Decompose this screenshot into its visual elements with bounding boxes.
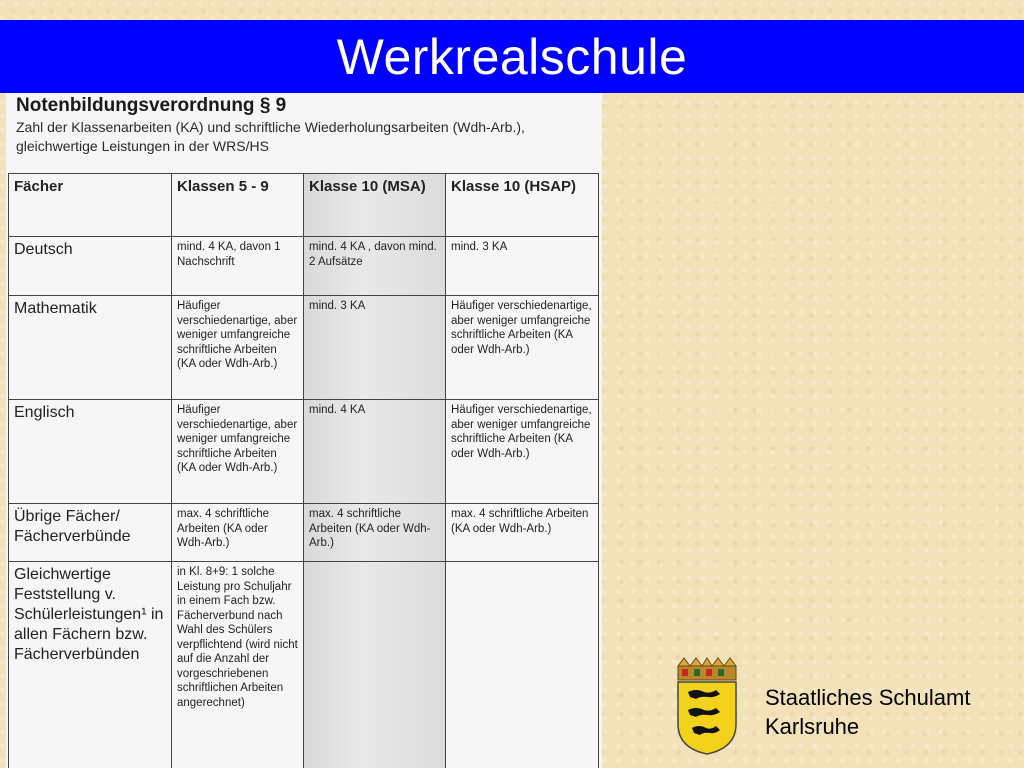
table-cell: mind. 3 KA xyxy=(304,296,446,400)
subject-cell: Deutsch xyxy=(9,237,172,296)
table-cell: mind. 3 KA xyxy=(446,237,599,296)
table-cell: Häufiger verschiedenartige, aber weniger umfangreiche schriftliche Arbeiten (KA oder Wdh-Arb.) xyxy=(172,400,304,504)
table-cell: mind. 4 KA , davon mind. 2 Aufsätze xyxy=(304,237,446,296)
baden-wuerttemberg-coat-of-arms-icon xyxy=(672,656,742,756)
table-cell: max. 4 schriftliche Arbeiten (KA oder Wdh-Arb.) xyxy=(446,504,599,562)
table-cell xyxy=(304,562,446,768)
table-header-row xyxy=(9,174,599,237)
table-row xyxy=(9,296,599,400)
slide-title-bar xyxy=(0,20,1024,93)
office-line-1: Staatliches Schulamt xyxy=(765,685,971,710)
header-cell: Fächer xyxy=(9,174,172,237)
school-office-label xyxy=(765,683,970,741)
header-cell: Klasse 10 (HSAP) xyxy=(446,174,599,237)
subject-cell: Übrige Fächer/ Fächerverbünde xyxy=(9,504,172,562)
subject-cell: Gleichwertige Feststellung v. Schülerleistungen¹ in allen Fächern bzw. Fächerverbünden xyxy=(9,562,172,768)
table-row xyxy=(9,237,599,296)
table-row xyxy=(9,400,599,504)
table-cell xyxy=(446,562,599,768)
office-line-2: Karlsruhe xyxy=(765,714,860,739)
table-cell: mind. 4 KA, davon 1 Nachschrift xyxy=(172,237,304,296)
table-cell: Häufiger verschiedenartige, aber weniger umfangreiche schriftliche Arbeiten (KA oder Wdh-Arb.) xyxy=(446,296,599,400)
subject-cell: Englisch xyxy=(9,400,172,504)
table-row xyxy=(9,504,599,562)
table-cell: max. 4 schriftliche Arbeiten (KA oder Wdh-Arb.) xyxy=(304,504,446,562)
subject-cell: Mathematik xyxy=(9,296,172,400)
document-subtitle-1: Zahl der Klassenarbeiten (KA) und schriftliche Wiederholungsarbeiten (Wdh-Arb.), xyxy=(16,119,525,135)
table-row xyxy=(9,562,599,768)
table-cell: max. 4 schriftliche Arbeiten (KA oder Wdh-Arb.) xyxy=(172,504,304,562)
header-cell: Klassen 5 - 9 xyxy=(172,174,304,237)
scanned-document xyxy=(6,93,602,768)
table-cell: in Kl. 8+9: 1 solche Leistung pro Schuljahr in einem Fach bzw. Fächerverbund nach Wahl des Schülers verpflichtend (wird nicht auf die Anzahl der vorgeschriebenen schriftlichen Arbeiten angerechnet) xyxy=(172,562,304,768)
document-header xyxy=(16,95,525,155)
grades-table xyxy=(8,173,599,768)
document-subtitle-2: gleichwertige Leistungen in der WRS/HS xyxy=(16,138,269,154)
document-title: Notenbildungsverordnung § 9 xyxy=(16,95,287,116)
header-cell: Klasse 10 (MSA) xyxy=(304,174,446,237)
table-cell: Häufiger verschiedenartige, aber weniger umfangreiche schriftliche Arbeiten (KA oder Wdh-Arb.) xyxy=(172,296,304,400)
table-cell: Häufiger verschiedenartige, aber weniger umfangreiche schriftliche Arbeiten (KA oder Wdh-Arb.) xyxy=(446,400,599,504)
slide-title: Werkrealschule xyxy=(336,28,688,85)
table-cell: mind. 4 KA xyxy=(304,400,446,504)
